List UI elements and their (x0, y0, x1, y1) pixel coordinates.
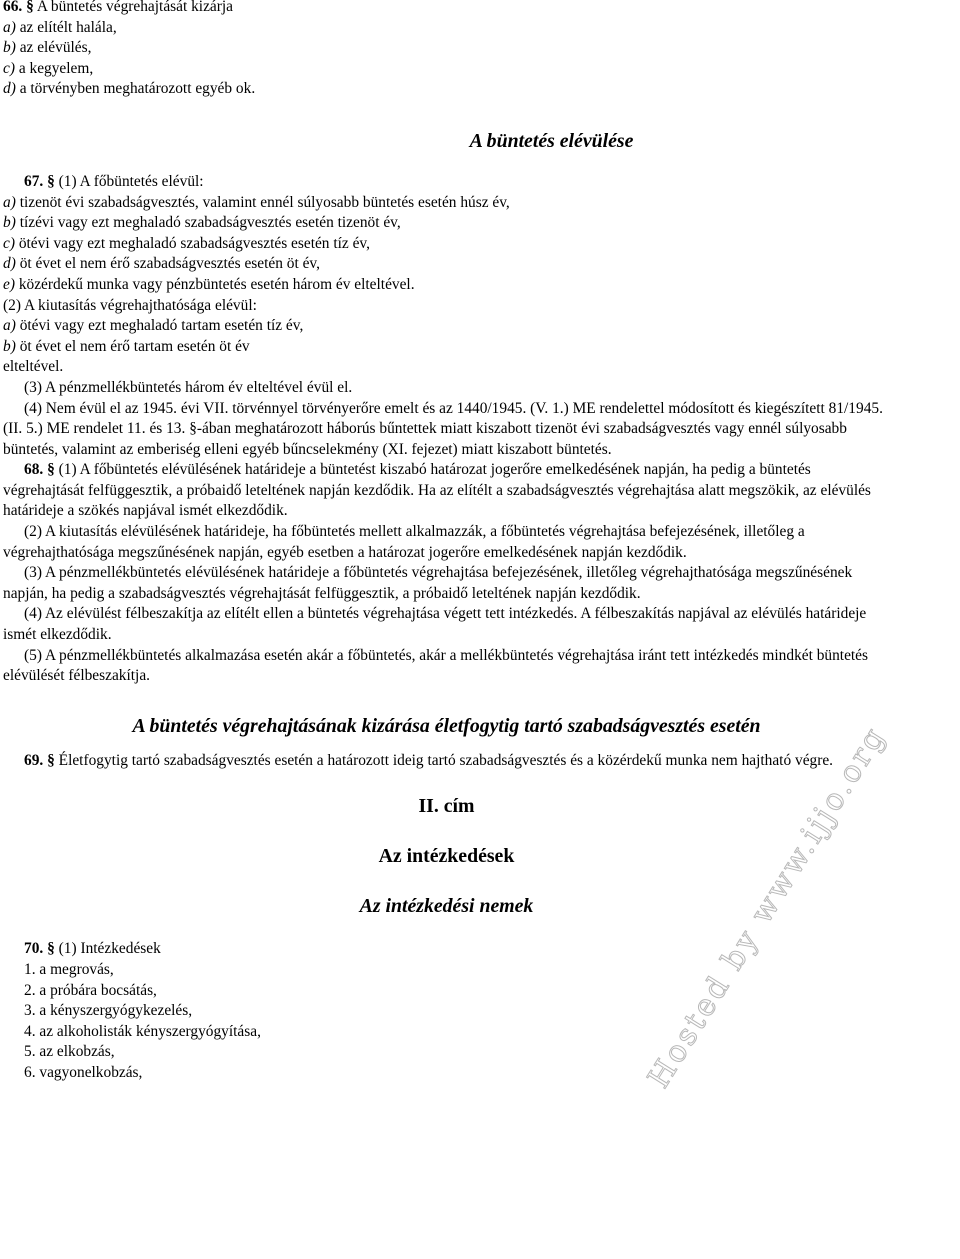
section-70 (3, 939, 890, 1083)
list-item: 1. a megrovás, (24, 961, 114, 978)
hosted-by-watermark: Hosted by www.ijjo.org (641, 719, 894, 1095)
section-number: 68. (24, 461, 44, 479)
section-67-para-1: 67. § (1) A főbüntetés elévül: (24, 172, 204, 190)
section-67 (3, 172, 890, 460)
list-item: b) öt évet el nem érő tartam esetén öt év (3, 337, 250, 355)
list-item: a) tizenöt évi szabadságvesztés, valamint ennél súlyosabb büntetés esetén húsz év, (3, 193, 510, 211)
paragraph-sign: § (47, 940, 55, 958)
section-69 (3, 751, 890, 772)
heading-ii-cim: II. cím (418, 795, 475, 818)
section-70-heading: 70. § (1) Intézkedések (24, 940, 161, 958)
list-item: 2. a próbára bocsátás, (24, 981, 157, 999)
list-item: a) az elítélt halála, (3, 18, 117, 36)
section-67-para-3: (3) A pénzmellékbüntetés három év elteltével évül el. (24, 378, 353, 396)
document-page (3, 0, 890, 1084)
list-item: 6. vagyonelkobzás, (24, 1063, 143, 1081)
section-number: 67. (24, 172, 44, 190)
section-67-para-4: (4) Nem évül el az 1945. évi VII. törvénnyel törvényerőre emelt és az 1440/1945. (V. 1.) ME rendelettel módosított és kiegészített 81/1945. (II. 5.) ME rendelet 11. és 13. §-ában meghatározott háborús bűntettek miatt kiszabott tizenöt évi szabadságvesztés vagy ennél súlyosabb büntetés, valamint az emberiség elleni egyéb bűncselekmény (XI. fejezet) miatt kiszabott büntetés. (3, 399, 883, 458)
heading-buntetes-elevulese: A büntetés elévülése (469, 129, 634, 152)
section-number: 69. (24, 751, 44, 769)
section-69-para: 69. § Életfogytig tartó szabadságvesztés esetén a határozott ideig tartó szabadságvesztés és a közérdekű munka nem hajtható végre. (24, 751, 834, 769)
list-item: a) ötévi vagy ezt meghaladó tartam esetén tíz év, (3, 317, 304, 335)
paragraph-sign: § (47, 461, 55, 479)
list-item: d) a törvényben meghatározott egyéb ok. (3, 80, 256, 98)
section-68-para-4: (4) Az elévülést félbeszakítja az elítélt ellen a büntetés végrehajtása végett tett intézkedés. A félbeszakítás napjával az elévülés határideje ismét elkezdődik. (3, 605, 867, 644)
section-66-heading (3, 0, 890, 18)
list-item: c) a kegyelem, (3, 59, 94, 77)
heading-intezkedesi-nemek: Az intézkedési nemek (359, 895, 534, 918)
section-66 (3, 0, 890, 100)
list-item: e) közérdekű munka vagy pénzbüntetés esetén három év elteltével. (3, 275, 415, 293)
section-number: 66. (3, 0, 23, 15)
section-number: 70. (24, 940, 44, 958)
paragraph-sign: § (47, 172, 55, 190)
paragraph-sign: § (26, 0, 34, 15)
section-67-para-2: (2) A kiutasítás végrehajthatósága elévül: (3, 296, 257, 314)
section-68 (3, 460, 890, 687)
section-68-para-2: (2) A kiutasítás elévülésének határideje, ha főbüntetés mellett alkalmazzák, a főbüntetés végrehajtása befejezésének, illetőleg a végrehajthatósága megszűnésének napján, egyéb esetben a határozat jogerőre emelkedésének napján kezdődik. (3, 523, 805, 561)
section-66-text: A büntetés végrehajtását kizárja (36, 0, 233, 15)
list-item: b) tízévi vagy ezt meghaladó szabadságvesztés esetén tizenöt év, (3, 214, 401, 232)
list-item: c) ötévi vagy ezt meghaladó szabadságvesztés esetén tíz év, (3, 234, 370, 252)
paragraph-sign: § (47, 751, 55, 769)
list-item: b) az elévülés, (3, 39, 92, 57)
list-item: 3. a kényszergyógykezelés, (24, 1002, 193, 1020)
list-item: 5. az elkobzás, (24, 1043, 115, 1061)
list-item: d) öt évet el nem érő szabadságvesztés esetén öt év, (3, 255, 320, 273)
heading-az-intezkedesek: Az intézkedések (378, 845, 515, 868)
list-item: 4. az alkoholisták kényszergyógyítása, (24, 1022, 261, 1040)
section-68-para-5: (5) A pénzmellékbüntetés alkalmazása esetén akár a főbüntetés, akár a mellékbüntetés végrehajtása iránt tett intézkedés mindkét büntetés elévülését félbeszakítja. (3, 646, 869, 685)
section-68-para-1: 68. § (1) A főbüntetés elévülésének határideje a büntetést kiszabó határozat jogerőre emelkedésének napján, ha pedig a büntetés végrehajtását felfüggesztik, a próbaidő leteltének napján kezdődik. Ha az elítélt a szabadságvesztés végrehajtása alatt megszökik, az elévülés határideje a szökés napjával ismét elkezdődik. (3, 461, 871, 520)
heading-vegrehajtas-kizarasa: A büntetés végrehajtásának kizárása életfogytig tartó szabadságvesztés esetén (132, 714, 761, 737)
section-68-para-3: (3) A pénzmellékbüntetés elévülésének határideje a főbüntetés végrehajtása befejezésének, illetőleg végrehajthatósága megszűnésének napján, ha pedig a szabadságvesztés végrehajtását felfüggesztik, a próbaidő leteltének napján kezdődik. (3, 564, 853, 602)
section-67-para-2-tail: elteltével. (3, 358, 64, 376)
